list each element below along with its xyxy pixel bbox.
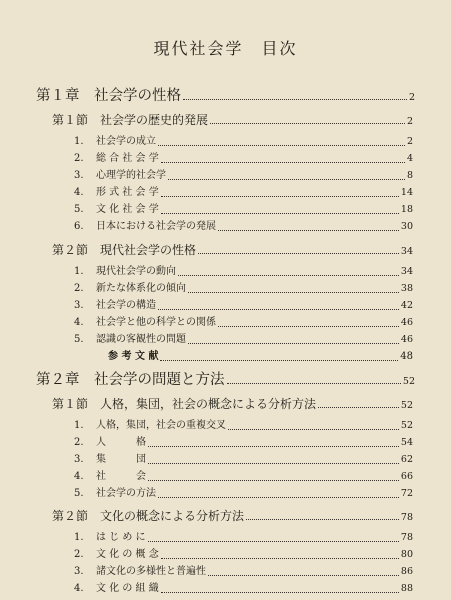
item-label: 諸文化の多様性と普遍性: [96, 566, 206, 577]
page-number: 66: [400, 471, 413, 482]
toc-item[interactable]: [74, 168, 413, 184]
page-number: 52: [402, 376, 415, 387]
page-number: 34: [400, 246, 413, 257]
item-label: 形 式 社 会 学: [96, 187, 159, 198]
toc-item[interactable]: [74, 151, 413, 167]
section-label: 第２節 文化の概念による分析方法: [52, 509, 245, 523]
item-number: 4.: [74, 317, 84, 328]
page-number: 72: [400, 488, 413, 499]
toc-item[interactable]: [74, 185, 413, 201]
leader-dots: [148, 540, 399, 542]
leader-dots: [218, 229, 399, 231]
page-number: 48: [400, 351, 413, 362]
toc-item[interactable]: [74, 581, 413, 597]
toc-chapter[interactable]: [36, 372, 415, 388]
item-number: 1.: [74, 266, 84, 277]
item-number: 6.: [74, 221, 84, 232]
toc-item[interactable]: [74, 332, 413, 348]
toc-item[interactable]: [74, 452, 413, 468]
chapter-label: 第２章 社会学の問題と方法: [36, 372, 225, 388]
item-number: 5.: [74, 204, 84, 215]
item-label: 人 格: [96, 437, 146, 448]
item-label: 日本における社会学の発展: [96, 221, 216, 232]
item-number: 3.: [74, 300, 84, 311]
leader-dots: [161, 195, 399, 197]
leader-dots: [198, 252, 399, 254]
leader-dots: [160, 359, 398, 361]
item-number: 3.: [74, 454, 84, 465]
page-number: 38: [400, 283, 413, 294]
page-number: 2: [406, 116, 413, 127]
item-number: 3.: [74, 170, 84, 181]
page-number: 88: [400, 583, 413, 594]
toc-item[interactable]: [74, 564, 413, 580]
item-label: は じ め に: [96, 532, 146, 543]
item-number: 2.: [74, 283, 84, 294]
item-label: 集 団: [96, 454, 146, 465]
leader-dots: [227, 382, 401, 384]
item-label: 総 合 社 会 学: [96, 153, 159, 164]
item-label: 心理学的社会学: [96, 170, 166, 181]
toc-section[interactable]: [52, 396, 413, 412]
toc-item[interactable]: [74, 298, 413, 314]
item-label: 現代社会学の動向: [96, 266, 176, 277]
page-number: 2: [408, 92, 415, 103]
reference-label: 参 考 文 献: [108, 351, 159, 362]
leader-dots: [161, 161, 405, 163]
item-label: 文 化 の 組 織: [96, 583, 159, 594]
item-label: 文 化 社 会 学: [96, 204, 159, 215]
leader-dots: [168, 178, 405, 180]
page-number: 2: [406, 136, 413, 147]
page-number: 18: [400, 204, 413, 215]
page-number: 80: [400, 549, 413, 560]
toc-item[interactable]: [74, 134, 413, 150]
leader-dots: [148, 462, 399, 464]
item-label: 社会学の方法: [96, 488, 156, 499]
toc-section[interactable]: [52, 112, 413, 128]
leader-dots: [318, 406, 399, 408]
leader-dots: [148, 479, 399, 481]
item-label: 社会学と他の科学との関係: [96, 317, 216, 328]
item-number: 2.: [74, 549, 84, 560]
toc-item[interactable]: [74, 469, 413, 485]
toc-item[interactable]: [74, 418, 413, 434]
item-label: 認識の客観性の問題: [96, 334, 186, 345]
page-title: 現代社会学 目次: [153, 39, 298, 58]
item-number: 4.: [74, 187, 84, 198]
toc-item[interactable]: [74, 486, 413, 502]
section-label: 第１節 社会学の歴史的発展: [52, 113, 209, 127]
toc-item[interactable]: [74, 281, 413, 297]
page-number: 30: [400, 221, 413, 232]
page-number: 42: [400, 300, 413, 311]
toc-item[interactable]: [74, 315, 413, 331]
leader-dots: [188, 342, 399, 344]
item-number: 4.: [74, 583, 84, 594]
page-number: 46: [400, 317, 413, 328]
page-number: 78: [400, 532, 413, 543]
page-number: 46: [400, 334, 413, 345]
chapter-label: 第１章 社会学の性格: [36, 88, 181, 104]
leader-dots: [188, 291, 399, 293]
item-label: 文 化 の 概 念: [96, 549, 159, 560]
leader-dots: [178, 274, 399, 276]
page-number: 34: [400, 266, 413, 277]
leader-dots: [246, 518, 399, 520]
leader-dots: [158, 496, 399, 498]
toc-chapter[interactable]: [36, 88, 415, 104]
leader-dots: [183, 98, 407, 100]
item-number: 1.: [74, 532, 84, 543]
item-number: 5.: [74, 334, 84, 345]
section-label: 第１節 人格，集団，社会の概念による分析方法: [52, 397, 317, 411]
leader-dots: [208, 574, 399, 576]
item-number: 2.: [74, 437, 84, 448]
toc-item[interactable]: [74, 435, 413, 451]
item-number: 5.: [74, 488, 84, 499]
page-number: 8: [406, 170, 413, 181]
page-number: 4: [406, 153, 413, 164]
item-label: 人格，集団，社会の重複交叉: [96, 420, 226, 431]
leader-dots: [148, 445, 399, 447]
page-number: 62: [400, 454, 413, 465]
section-label: 第２節 現代社会学の性格: [52, 243, 197, 257]
item-label: 社会学の成立: [96, 136, 156, 147]
item-number: 1.: [74, 136, 84, 147]
toc-item[interactable]: [74, 219, 413, 235]
toc-section[interactable]: [52, 508, 413, 524]
item-label: 新たな体系化の傾向: [96, 283, 186, 294]
leader-dots: [158, 308, 399, 310]
leader-dots: [228, 428, 399, 430]
leader-dots: [218, 325, 399, 327]
toc-reference[interactable]: [108, 349, 413, 365]
page-number: 14: [400, 187, 413, 198]
leader-dots: [161, 591, 399, 593]
item-label: 社会学の構造: [96, 300, 156, 311]
item-number: 3.: [74, 566, 84, 577]
page-number: 78: [400, 512, 413, 523]
page-number: 54: [400, 437, 413, 448]
leader-dots: [210, 122, 405, 124]
toc-item[interactable]: [74, 547, 413, 563]
item-label: 社 会: [96, 471, 146, 482]
toc-item[interactable]: [74, 530, 413, 546]
item-number: 1.: [74, 420, 84, 431]
item-number: 2.: [74, 153, 84, 164]
item-number: 4.: [74, 471, 84, 482]
page-number: 52: [400, 420, 413, 431]
page-number: 52: [400, 400, 413, 411]
toc-item[interactable]: [74, 202, 413, 218]
leader-dots: [161, 212, 399, 214]
toc-item[interactable]: [74, 264, 413, 280]
page-number: 86: [400, 566, 413, 577]
leader-dots: [158, 144, 405, 146]
leader-dots: [161, 557, 399, 559]
toc-section[interactable]: [52, 242, 413, 258]
